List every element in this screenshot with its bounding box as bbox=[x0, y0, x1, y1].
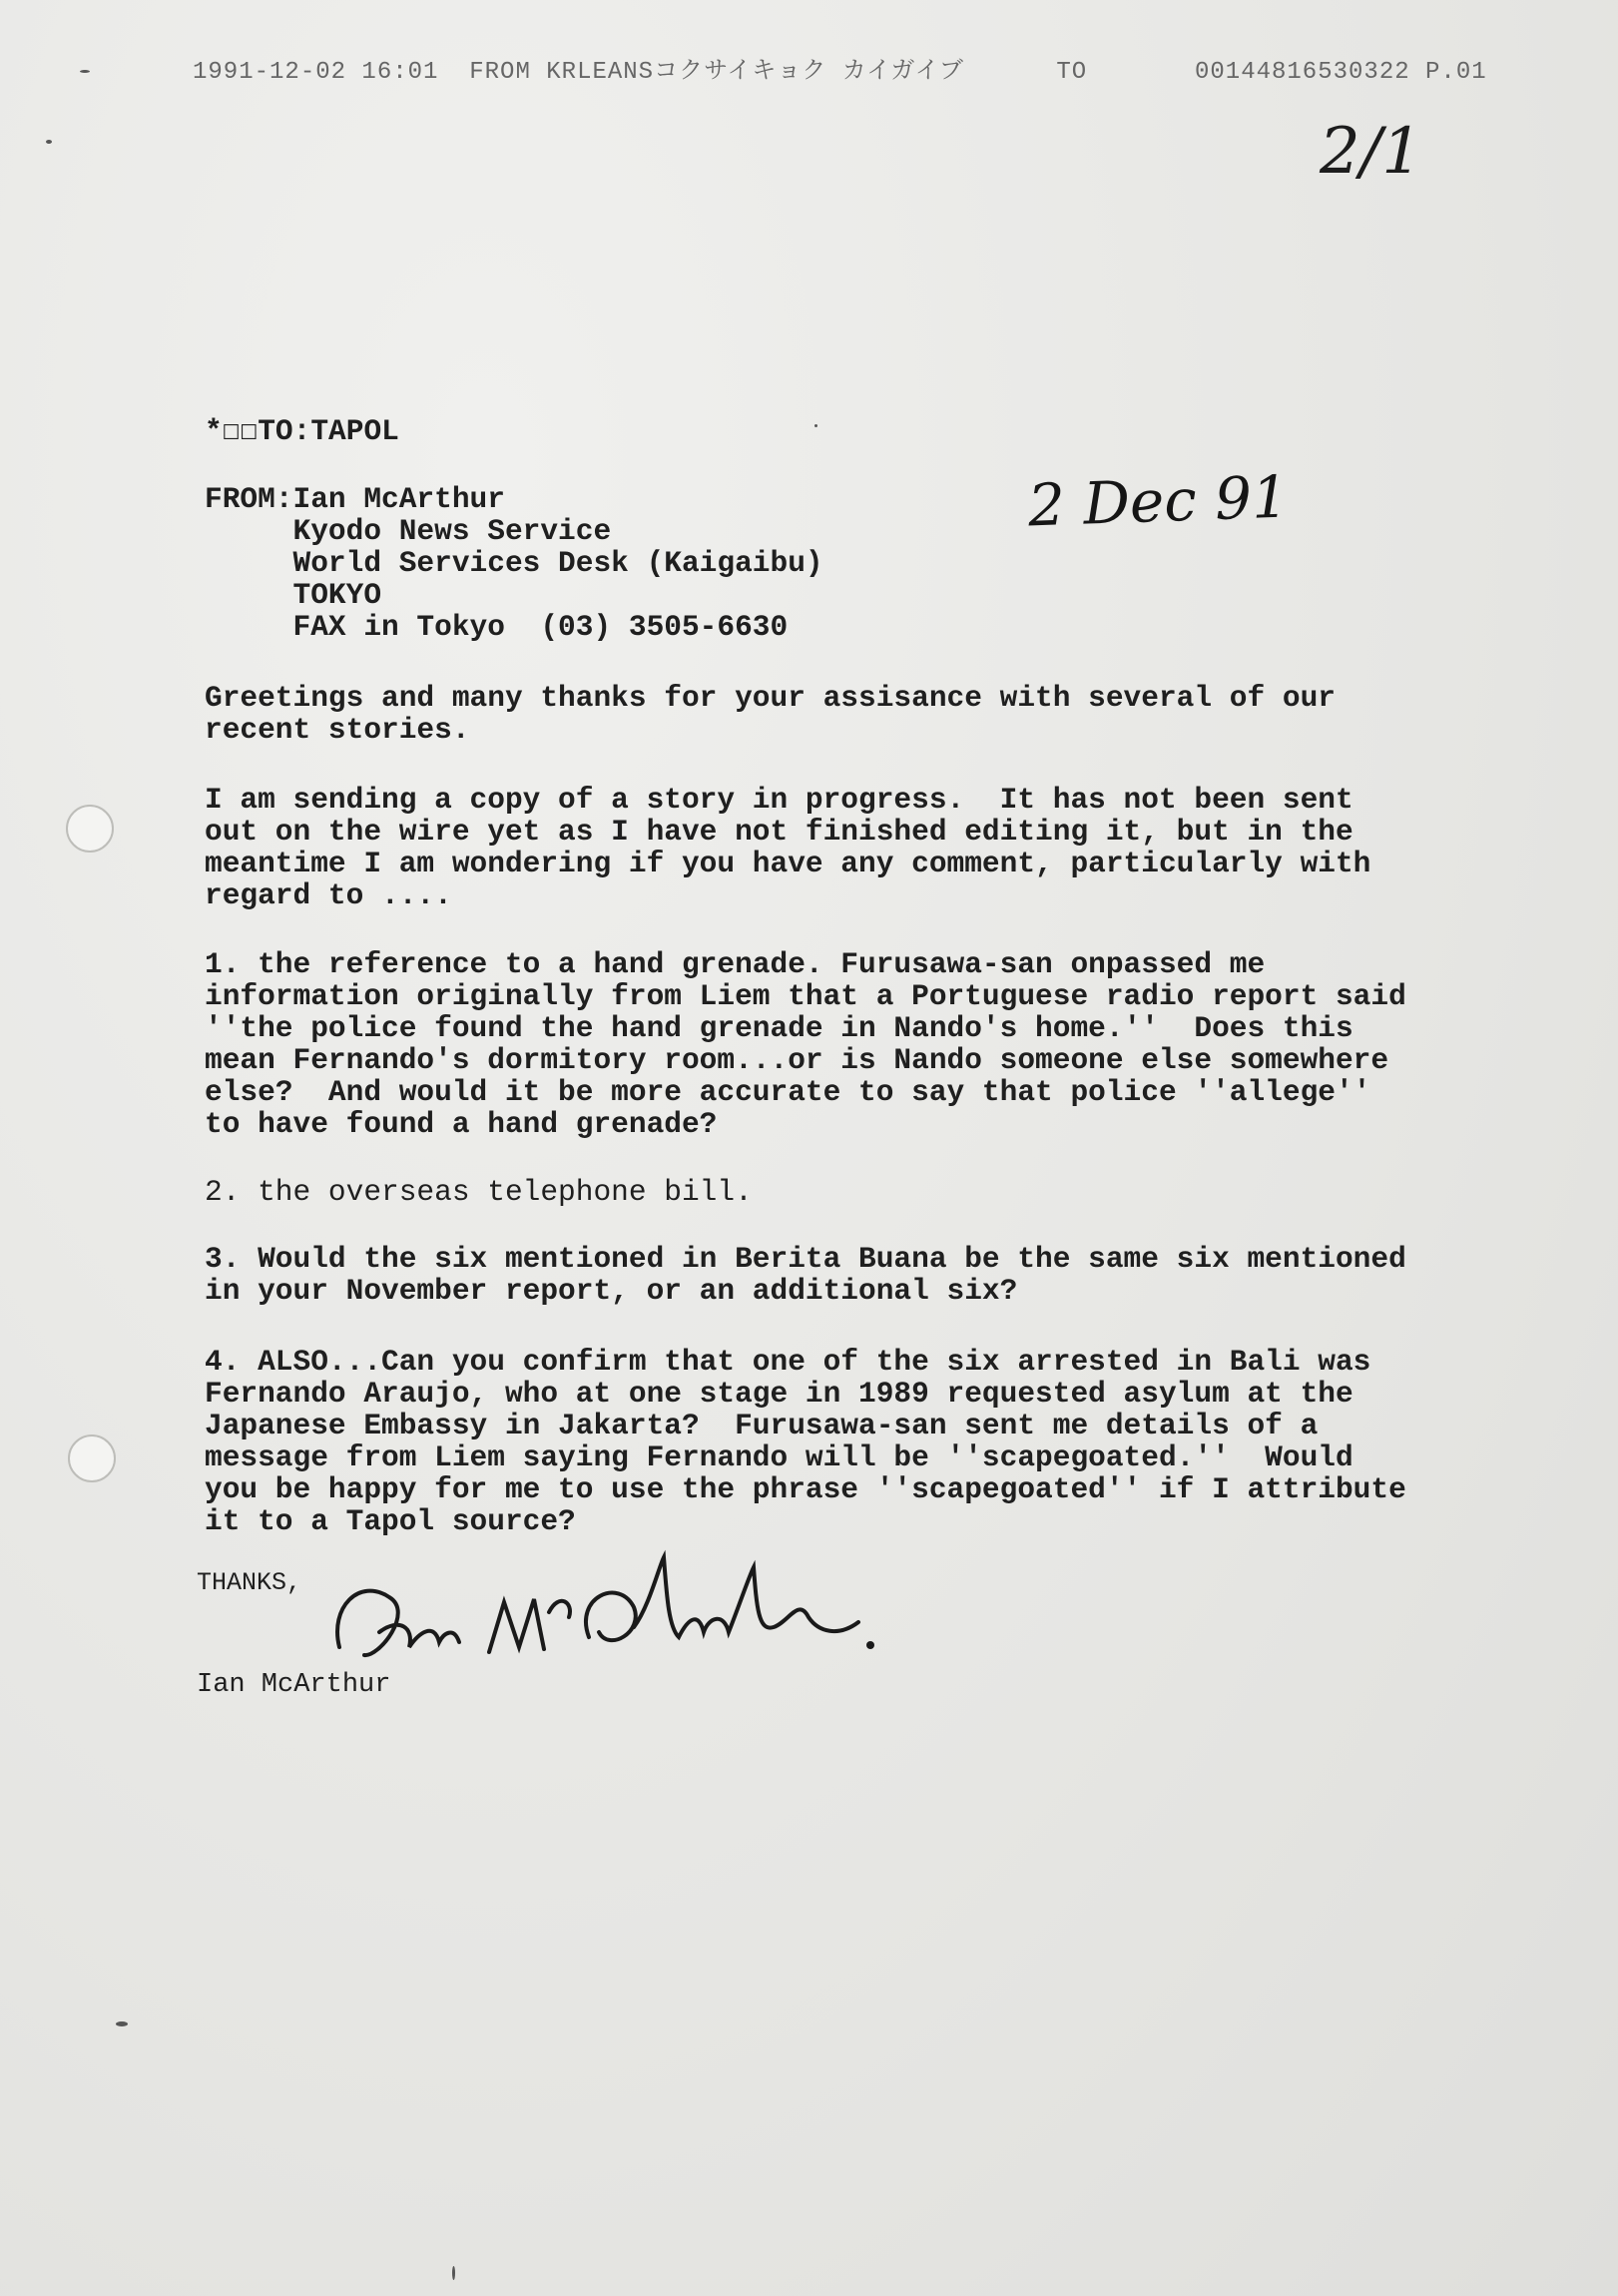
scan-speck bbox=[814, 424, 817, 427]
handwritten-date: 2 Dec 91 bbox=[1026, 462, 1290, 540]
greeting-paragraph: Greetings and many thanks for your assisance with several of our recent stories. bbox=[205, 681, 1336, 747]
fax-number: 00144816530322 P.01 bbox=[1194, 59, 1487, 86]
question-item-3: 3. Would the six mentioned in Berita Buana be the same six mentioned in your November report, or an additional six? bbox=[205, 1242, 1406, 1308]
scan-speck bbox=[116, 2021, 128, 2026]
question-item-1: 1. the reference to a hand grenade. Furusawa-san onpassed me information originally from Liem that a Portuguese radio report said ''the police found the hand grenade in Nando's home.'' Does this mean Fernando's dormitory room...or is Nando someone else somewhere else? And would it be more accurate to say that police ''allege'' to have found a hand grenade? bbox=[205, 947, 1406, 1141]
fax-timestamp: 1991-12-02 16:01 bbox=[193, 59, 439, 86]
question-item-4: 4. ALSO...Can you confirm that one of the six arrested in Bali was Fernando Araujo, who at one stage in 1989 requested asylum at the Japanese Embassy in Jakarta? Furusawa-san sent me details of a message from Liem saying Fernando will be ''scapegoated.'' Would you be happy for me to use the phrase ''scapegoated'' if I attribute it to a Tapol source? bbox=[205, 1345, 1406, 1538]
request-paragraph: I am sending a copy of a story in progress. It has not been sent out on the wire yet as I have not finished editing it, but in the meantime I am wondering if you have any comment, particularly with regard to .... bbox=[205, 783, 1371, 912]
to-line: *☐☐TO:TAPOL bbox=[205, 414, 399, 448]
fax-to: TO bbox=[1056, 59, 1088, 86]
handwritten-page-mark: 2/1 bbox=[1320, 115, 1422, 189]
scan-speck bbox=[80, 70, 90, 73]
signed-name: Ian McArthur bbox=[197, 1670, 391, 1700]
closing-thanks: THANKS, bbox=[197, 1568, 302, 1597]
punch-hole bbox=[66, 805, 114, 853]
handwritten-signature bbox=[319, 1537, 878, 1687]
fax-from: FROM KRLEANSコクサイキョク カイガイブ bbox=[469, 59, 964, 86]
scan-speck bbox=[46, 140, 52, 144]
question-item-2: 2. the overseas telephone bill. bbox=[205, 1175, 753, 1209]
sender-address-block: FROM:Ian McArthur Kyodo News Service World Services Desk (Kaigaibu) TOKYO FAX in Tokyo (03) 3505-6630 bbox=[205, 482, 823, 644]
fax-transmission-header bbox=[193, 50, 1487, 86]
scan-speck bbox=[452, 2266, 455, 2280]
punch-hole bbox=[68, 1435, 116, 1482]
